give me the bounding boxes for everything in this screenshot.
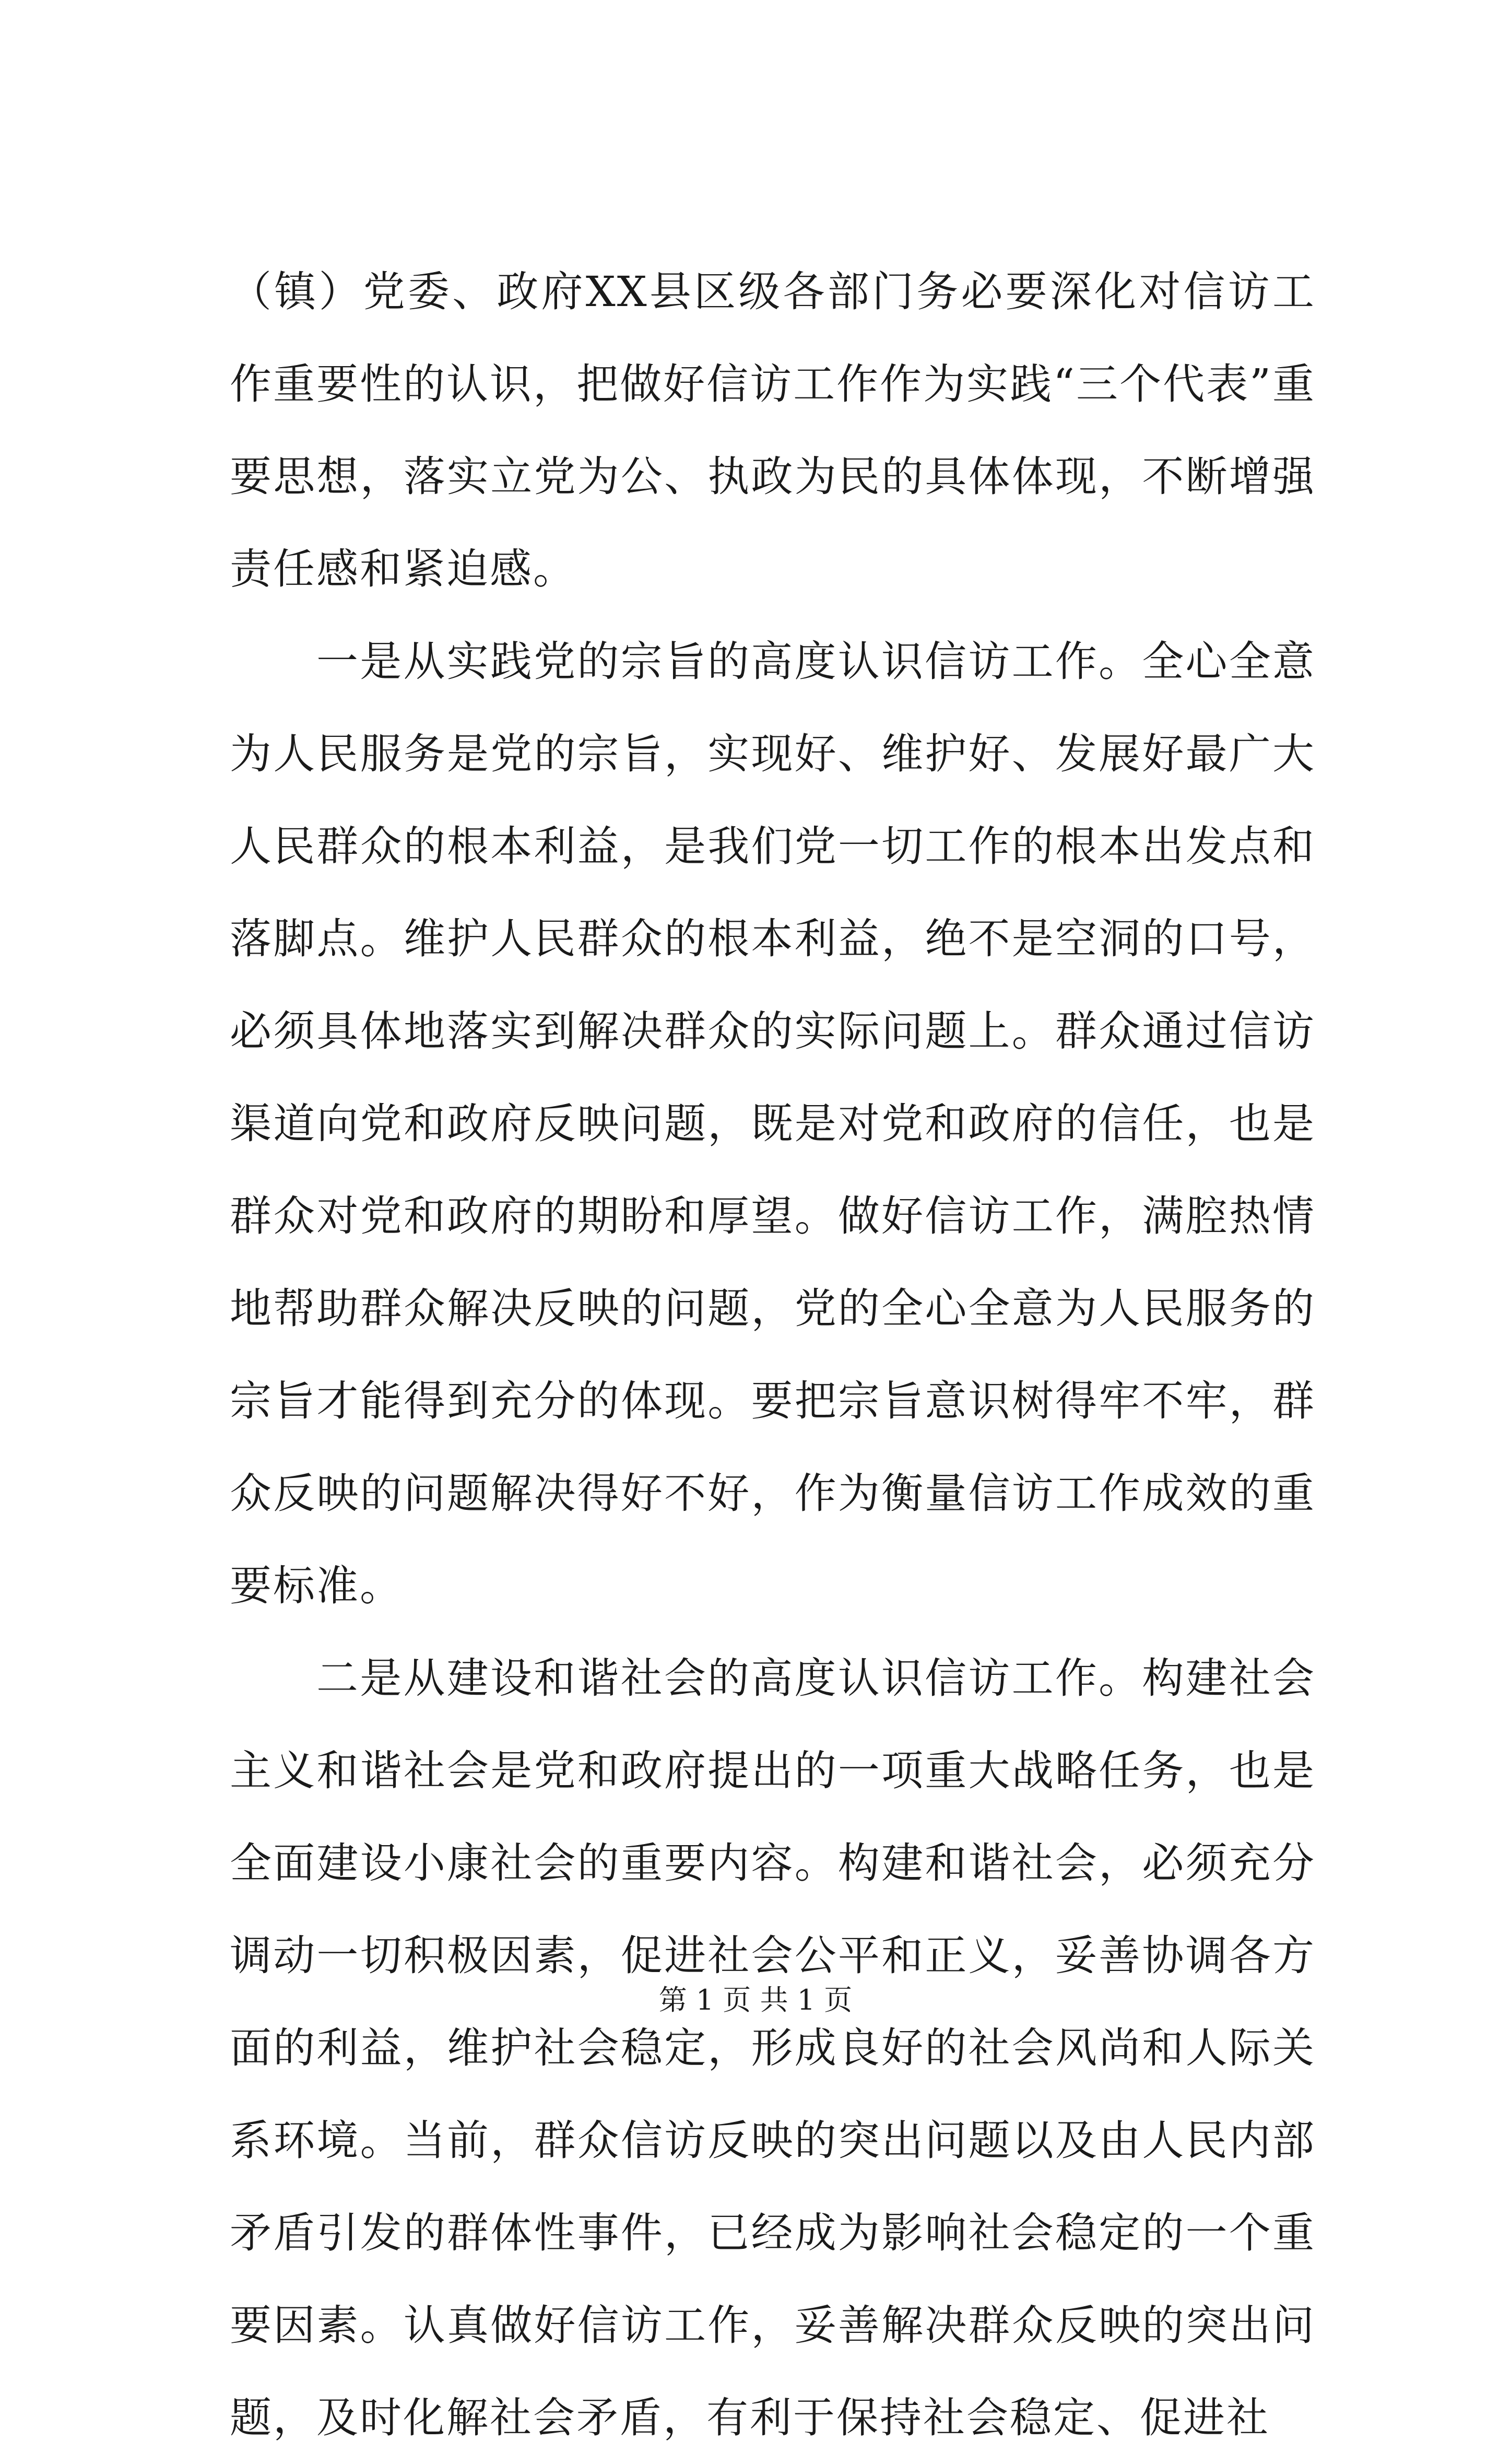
- paragraph-intro: （镇）党委、政府XX县区级各部门务必要深化对信访工作重要性的认识，把做好信访工作作为实践“三个代表”重要思想，落实立党为公、执政为民的具体体现，不断增强责任感和紧迫感。: [230, 267, 1316, 593]
- paragraph-point-two: 二是从建设和谐社会的高度认识信访工作。构建社会主义和谐社会是党和政府提出的一项重大战略任务，也是全面建设小康社会的重要内容。构建和谐社会，必须充分调动一切积极因素，促进社会公平和正义，妥善协调各方面的利益，维护社会稳定，形成良好的社会风尚和人际关系环境。当前，群众信访反映的突出问题以及由人民内部矛盾引发的群体性事件，已经成为影响社会稳定的一个重要因素。认真做好信访工作，妥善解决群众反映的突出问题，及时化解社会矛盾，有利于保持社会稳定、促进社: [230, 1654, 1316, 2442]
- page-footer: 第 1 页 共 1 页: [658, 1984, 853, 2016]
- document-body: [230, 245, 1316, 2464]
- paragraph-point-one: 一是从实践党的宗旨的高度认识信访工作。全心全意为人民服务是党的宗旨，实现好、维护好、发展好最广大人民群众的根本利益，是我们党一切工作的根本出发点和落脚点。维护人民群众的根本利益，绝不是空洞的口号，必须具体地落实到解决群众的实际问题上。群众通过信访渠道向党和政府反映问题，既是对党和政府的信任，也是群众对党和政府的期盼和厚望。做好信访工作，满腔热情地帮助群众解决反映的问题，党的全心全意为人民服务的宗旨才能得到充分的体现。要把宗旨意识树得牢不牢，群众反映的问题解决得好不好，作为衡量信访工作成效的重要标准。: [230, 637, 1316, 1610]
